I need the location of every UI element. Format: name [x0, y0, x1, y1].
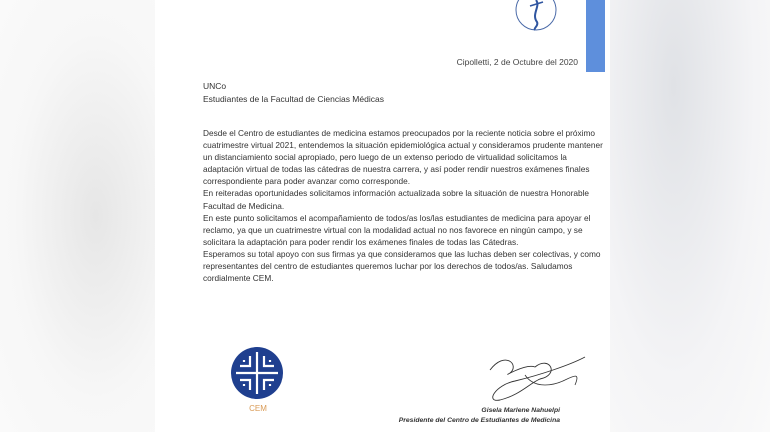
recipient-block [203, 80, 384, 106]
paragraph: En este punto solicitamos el acompañamiento de todos/as los/las estudiantes de medicina para apoyar el reclamo, ya que un cuatrimestre virtual con la modalidad actual no nos favorece en ningún campo, y se solicitara la adaptación para poder rendir los exámenes finales de todas las Cátedras. [203, 212, 591, 247]
university-seal-icon [513, 0, 559, 38]
handwritten-signature [480, 345, 590, 405]
signer-block [380, 406, 560, 426]
place-date: Cipolletti, 2 de Octubre del 2020 [456, 57, 578, 67]
paragraph: En reiteradas oportunidades solicitamos información actualizada sobre la situación de nuestra Honorable Facultad de Medicina. [203, 188, 590, 211]
cem-logo-label: CEM [249, 404, 267, 413]
signer-name: Gisela Marlene Nahuelpi [481, 407, 560, 414]
background-right [610, 0, 770, 432]
signer-title: Presidente del Centro de Estudiantes de Medicina [398, 417, 560, 424]
recipient-line: UNCo [203, 81, 227, 91]
blue-accent-bar [586, 0, 605, 72]
cem-logo-icon [230, 346, 284, 400]
recipient-line: Estudiantes de la Facultad de Ciencias Médicas [203, 94, 384, 104]
paragraph: Esperamos su total apoyo con sus firmas ya que consideramos que las luchas deben ser colectivas, y como representantes del centro de estudiantes queremos luchar por los derechos de todos/as. Saludamos cordialmente CEM. [203, 248, 601, 284]
letter-body [203, 127, 603, 284]
paragraph: Desde el Centro de estudiantes de medicina estamos preocupados por la reciente noticia sobre el próximo cuatrimestre virtual 2021, entendemos la situación epidemiológica actual y consideramos prudente mantener un distanciamiento social apropiado, pero luego de un extenso periodo de virtualidad solicitamos la adaptación virtual de todas las cátedras de nuestra carrera, y así poder rendir nuestros exámenes finales correspondiente para poder avanzar como corresponde. [203, 128, 603, 187]
